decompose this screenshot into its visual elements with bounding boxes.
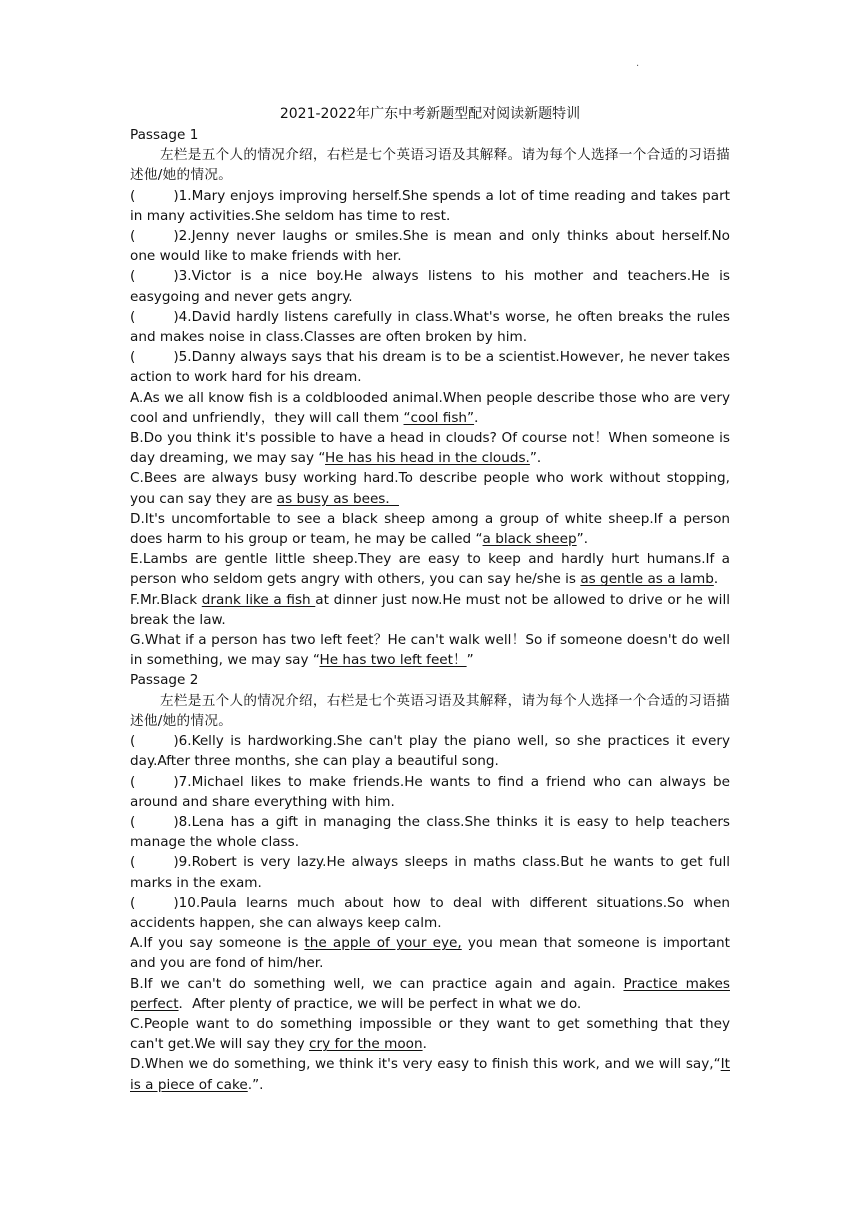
option-e-1: E.Lambs are gentle little sheep.They are easy to keep and hardly hurt humans.If a person who seldom gets angry with others, you can say he/she is as gentle as a lamb． xyxy=(130,551,730,588)
idiom: He has his head in the clouds. xyxy=(325,450,530,467)
idiom: a black sheep xyxy=(482,531,577,548)
answer-blank[interactable]: ( xyxy=(130,854,136,871)
answer-blank[interactable]: ( xyxy=(130,733,136,750)
question-3: ( )3.Victor is a nice boy.He always listens to his mother and teachers.He is easygoing and never gets angry. xyxy=(130,268,730,305)
idiom: as gentle as a lamb xyxy=(580,571,714,588)
answer-blank[interactable]: ( xyxy=(130,894,136,911)
question-8: ( )8.Lena has a gift in managing the class.She thinks it is easy to help teachers manage the whole class. xyxy=(130,813,730,851)
option-b-1: B.Do you think it's possible to have a head in clouds? Of course not！When someone is day dreaming, we may say “He has his head in the clouds.”． xyxy=(130,430,730,467)
document-title: 2021-2022年广东中考新题型配对阅读新题特训 xyxy=(279,106,581,122)
answer-blank[interactable]: ( xyxy=(130,268,136,285)
document-page xyxy=(130,104,730,1095)
idiom: “cool fish” xyxy=(403,409,475,426)
answer-blank[interactable]: ( xyxy=(130,308,136,325)
idiom: drank like a fish xyxy=(201,591,316,608)
option-a-1: A.As we all know fish is a coldblooded animal.When people describe those who are very cool and unfriendly，they will call them “cool fish”． xyxy=(130,389,730,426)
option-g-1: G.What if a person has two left feet？He can't walk well！So if someone doesn't do well in something, we may say “He has two left feet！” xyxy=(130,632,730,669)
option-c-1: C.Bees are always busy working hard.To describe people who work without stopping, you can say they are as busy as bees． xyxy=(130,470,730,507)
idiom: cry for the moon xyxy=(309,1036,423,1053)
answer-blank[interactable]: ( xyxy=(130,773,136,790)
idiom: It is a piece of cake xyxy=(130,1056,730,1093)
answer-blank[interactable]: ( xyxy=(130,187,136,204)
answer-blank[interactable]: ( xyxy=(130,228,136,245)
question-2: ( )2.Jenny never laughs or smiles.She is mean and only thinks about herself.No one would like to make friends with her. xyxy=(130,228,730,265)
question-7: ( )7.Michael likes to make friends.He wants to find a friend who can always be around and share everything with him. xyxy=(130,773,730,810)
corner-dot: . xyxy=(636,58,640,69)
idiom: the apple of your eye, xyxy=(304,935,462,952)
option-d-1: D.It's uncomfortable to see a black sheep among a group of white sheep.If a person does harm to his group or team, he may be called “a black sheep”． xyxy=(130,510,730,548)
option-d-2: D.When we do something, we think it's very easy to finish this work, and we will say,“It is a piece of cake.”. xyxy=(130,1056,730,1093)
passage-1-instructions: 左栏是五个人的情况介绍，右栏是七个英语习语及其解释。请为每个人选择一个合适的习语描述他/她的情况。 xyxy=(130,147,730,184)
passage-1-heading: Passage 1 xyxy=(130,127,199,143)
idiom: He has two left feet！ xyxy=(319,652,467,669)
answer-blank[interactable]: ( xyxy=(130,813,136,830)
option-c-2: C.People want to do something impossible or they want to get something that they can't get.We will say they cry for the moon． xyxy=(130,1015,730,1053)
option-f-1: F.Mr.Black drank like a fish at dinner just now.He must not be allowed to drive or he will break the law. xyxy=(130,591,731,628)
question-5: ( )5.Danny always says that his dream is to be a scientist.However, he never takes action to work hard for his dream. xyxy=(130,349,730,386)
passage-2-heading: Passage 2 xyxy=(130,672,199,689)
idiom: Practice makes perfect xyxy=(130,975,730,1012)
question-4: ( )4.David hardly listens carefully in class.What's worse, he often breaks the rules and makes noise in class.Classes are often broken by him. xyxy=(130,308,730,346)
question-1: ( )1.Mary enjoys improving herself.She spends a lot of time reading and takes part in many activities.She seldom has time to rest. xyxy=(130,187,730,224)
option-a-2: A.If you say someone is the apple of your eye, you mean that someone is important and you are fond of him/her. xyxy=(130,935,730,972)
question-9: ( )9.Robert is very lazy.He always sleeps in maths class.But he wants to get full marks in the exam. xyxy=(130,854,730,891)
passage-2-instructions: 左栏是五个人的情况介绍，右栏是七个英语习语及其解释，请为每个人选择一个合适的习语描述他/她的情况。 xyxy=(130,692,730,729)
question-6: ( )6.Kelly is hardworking.She can't play the piano well, so she practices it every day.After three months, she can play a beautiful song. xyxy=(130,733,730,770)
option-b-2: B.If we can't do something well, we can practice again and again. Practice makes perfect．After plenty of practice, we will be perfect in what we do. xyxy=(130,975,730,1012)
answer-blank[interactable]: ( xyxy=(130,349,136,366)
idiom: as busy as bees． xyxy=(276,490,399,507)
question-10: ( )10.Paula learns much about how to deal with different situations.So when accidents happen, she can always keep calm. xyxy=(130,894,730,931)
